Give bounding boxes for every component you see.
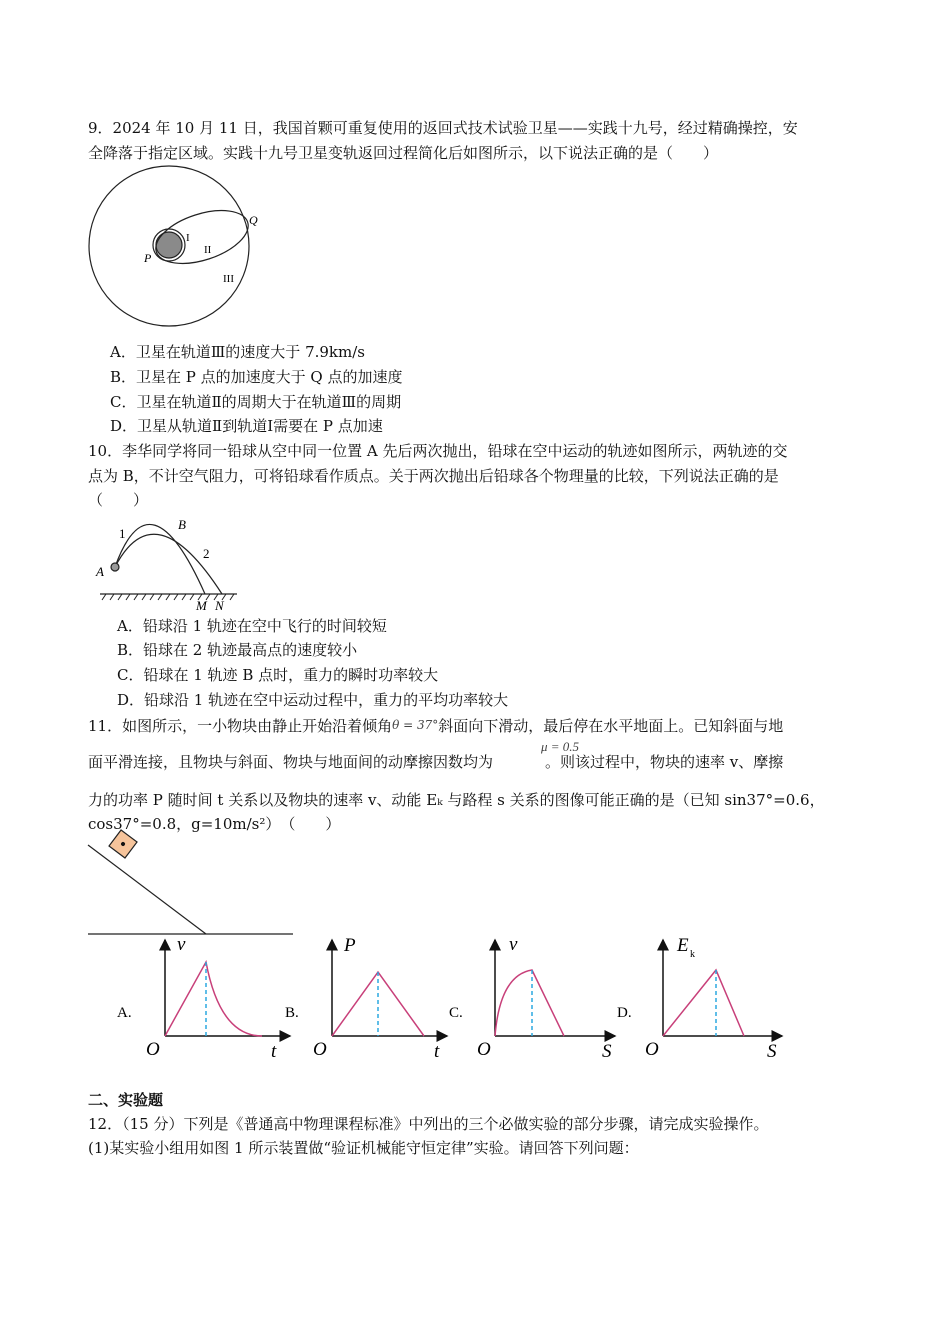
label-Q: Q bbox=[249, 213, 258, 227]
q9-option-c[interactable]: C．卫星在轨道Ⅱ的周期大于在轨道Ⅲ的周期 bbox=[110, 393, 402, 411]
q10-option-a[interactable]: A．铅球沿 1 轨迹在空中飞行的时间较短 bbox=[117, 617, 387, 635]
label-A: A bbox=[96, 564, 104, 579]
q10-stem-line-2: 点为 B，不计空气阻力，可将铅球看作质点。关于两次抛出后铅球各个物理量的比较，下列说法正确的是 bbox=[88, 467, 779, 485]
graph-B-option[interactable]: B. bbox=[285, 1005, 299, 1021]
incline-diagram bbox=[88, 830, 293, 934]
trajectory-2 bbox=[115, 534, 222, 594]
label-I: I bbox=[186, 232, 190, 244]
shot-ball bbox=[111, 563, 119, 571]
q9-stem-line-2: 全降落于指定区域。实践十九号卫星变轨返回过程简化后如图所示，以下说法正确的是（ ） bbox=[88, 144, 719, 162]
q12-stem: 12．（15 分）下列是《普通高中物理课程标准》中列出的三个必做实验的部分步骤，请完成实验操作。 bbox=[88, 1115, 769, 1133]
label-1: 1 bbox=[119, 526, 126, 541]
graph-D-ylabel: E bbox=[677, 935, 689, 956]
label-B: B bbox=[178, 517, 186, 532]
q11-text: 斜面向下滑动，最后停在水平地面上。已知斜面与地 bbox=[438, 717, 784, 735]
q10-option-c[interactable]: C．铅球在 1 轨迹 B 点时，重力的瞬时功率较大 bbox=[117, 666, 439, 684]
graph-A-option[interactable]: A. bbox=[117, 1005, 132, 1021]
q11-stem-line-2 bbox=[88, 752, 783, 772]
earth bbox=[156, 232, 182, 258]
graph-D-xlabel: S bbox=[767, 1041, 777, 1062]
graph-B-xlabel: t bbox=[434, 1041, 440, 1062]
graph-A-xlabel: t bbox=[271, 1041, 277, 1062]
block bbox=[109, 830, 137, 858]
q11-stem-line-3: 力的功率 P 随时间 t 关系以及物块的速率 v、动能 Eₖ 与路程 s 关系的图像可能正确的是（已知 sin37°=0.6， bbox=[88, 791, 825, 809]
orbit-diagram bbox=[89, 166, 255, 326]
q10-stem-line-1: 10．李华同学将同一铅球从空中同一位置 A 先后两次抛出，铅球在空中运动的轨迹如图所示，两轨迹的交 bbox=[88, 442, 788, 460]
mu-formula: μ = 0.5 bbox=[541, 739, 580, 754]
q10-option-d[interactable]: D．铅球沿 1 轨迹在空中运动过程中，重力的平均功率较大 bbox=[117, 691, 509, 709]
graph-C-option[interactable]: C. bbox=[449, 1005, 463, 1021]
q10-stem-line-3: （ ） bbox=[88, 491, 149, 509]
graph-A-ylabel: v bbox=[177, 934, 186, 955]
q11-stem-line-1 bbox=[88, 715, 783, 736]
section-title: 二、实验题 bbox=[88, 1091, 164, 1109]
q9-option-d[interactable]: D．卫星从轨道Ⅱ到轨道Ⅰ需要在 P 点加速 bbox=[110, 417, 383, 435]
q9-stem-line-1: 9．2024 年 10 月 11 日，我国首颗可重复使用的返回式技术试验卫星——实践十九号，经过精确操控，安 bbox=[88, 119, 798, 137]
q11-text: 11．如图所示，一小物块由静止开始沿着倾角 bbox=[88, 717, 393, 735]
q9-option-b[interactable]: B．卫星在 P 点的加速度大于 Q 点的加速度 bbox=[110, 368, 403, 386]
graph-C-ylabel: v bbox=[509, 934, 518, 955]
q10-option-b[interactable]: B．铅球在 2 轨迹最高点的速度较小 bbox=[117, 641, 358, 659]
label-III: III bbox=[223, 273, 234, 285]
label-II: II bbox=[204, 244, 212, 256]
graph-D-curve bbox=[663, 970, 744, 1036]
q12-sub1: (1)某实验小组用如图 1 所示装置做“验证机械能守恒定律”实验。请回答下列问题： bbox=[88, 1139, 639, 1157]
graph-B-ylabel: P bbox=[344, 935, 356, 956]
graph-C-xlabel: S bbox=[602, 1041, 612, 1062]
q11-text: 面平滑连接，且物块与斜面、物块与地面间的动摩擦因数均为 bbox=[88, 753, 494, 771]
label-N: N bbox=[215, 598, 224, 613]
graph-D-option[interactable]: D. bbox=[617, 1005, 632, 1021]
q11-stem-line-4: cos37°=0.8，g=10m/s²） （ ） bbox=[88, 815, 341, 833]
q11-text: 。则该过程中，物块的速率 v、摩擦 bbox=[545, 753, 784, 771]
graph-C-curve bbox=[495, 970, 564, 1036]
graph-A-curve bbox=[165, 962, 262, 1036]
graph-A-origin: O bbox=[146, 1039, 160, 1060]
label-P: P bbox=[144, 251, 152, 265]
graph-B-origin: O bbox=[313, 1039, 327, 1060]
q9-option-a[interactable]: A．卫星在轨道Ⅲ的速度大于 7.9km/s bbox=[110, 343, 365, 361]
graph-D-ylabel-sub: k bbox=[690, 949, 695, 960]
graph-D-origin: O bbox=[645, 1039, 659, 1060]
label-M: M bbox=[196, 598, 207, 613]
label-2: 2 bbox=[203, 546, 210, 561]
graph-C-origin: O bbox=[477, 1039, 491, 1060]
theta-formula: θ = 37° bbox=[392, 718, 439, 732]
